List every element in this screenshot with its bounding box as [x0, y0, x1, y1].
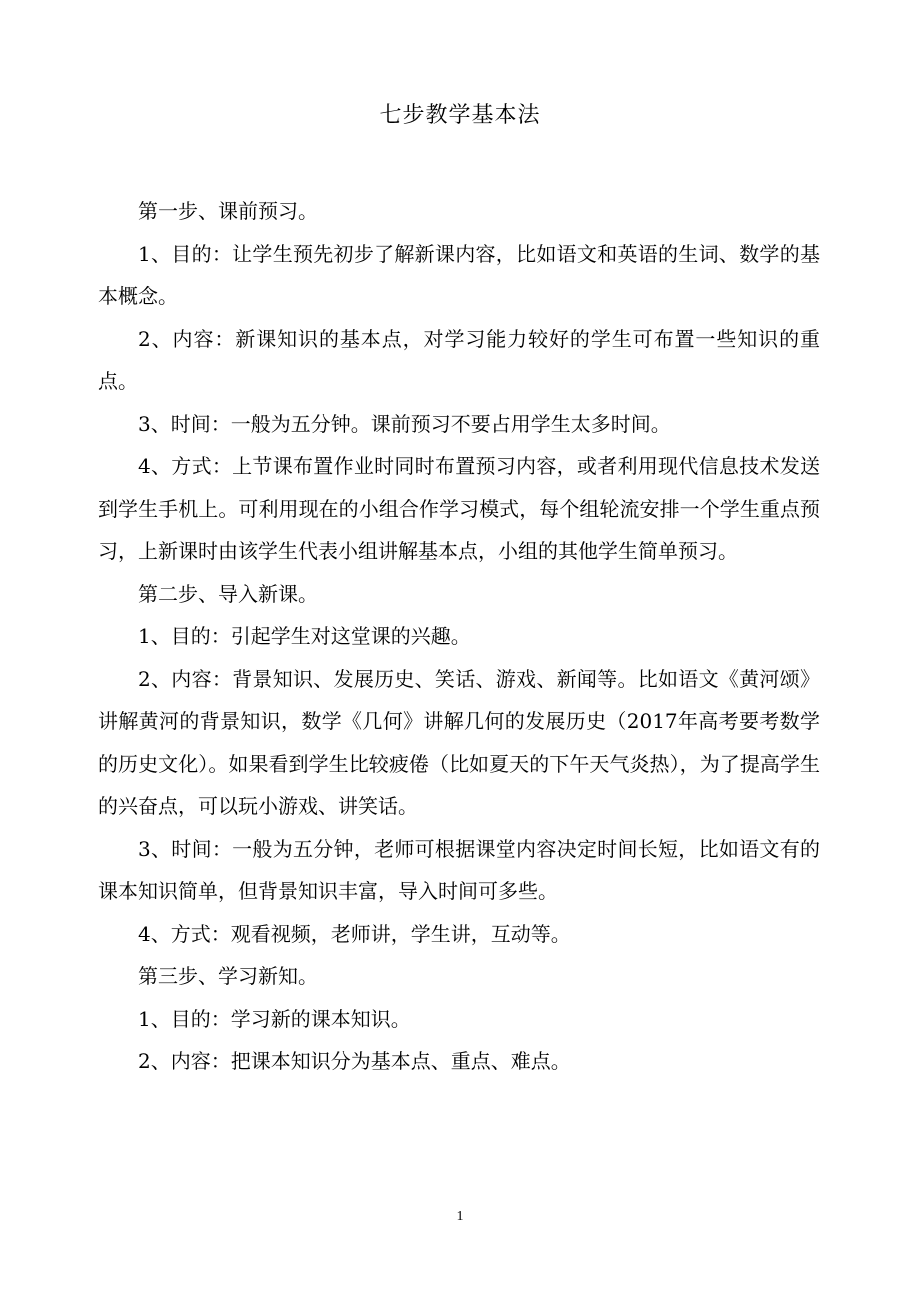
paragraph-step3-purpose: 1、目的：学习新的课本知识。 [138, 1006, 411, 1031]
paragraph-step2-purpose: 1、目的：引起学生对这堂课的兴趣。 [138, 624, 471, 648]
paragraph-step3-content: 2、内容：把课本知识分为基本点、重点、难点。 [138, 1049, 571, 1073]
section-heading-step-2: 第二步、导入新课。 [138, 581, 318, 606]
page-number: 1 [456, 1209, 464, 1224]
paragraph-step1-time: 3、时间：一般为五分钟。课前预习不要占用学生太多时间。 [138, 411, 671, 436]
document-title: 七步教学基本法 [379, 103, 541, 128]
section-heading-step-3: 第三步、学习新知。 [138, 964, 318, 988]
paragraph-step2-content: 2、内容：背景知识、发展历史、笑话、游戏、新闻等。比如语文《黄河颂》讲解黄河的背景知识，数学《几何》讲解几何的发展历史（2017年高考要考数学的历史文化）。如果看到学生比较疲倦（比如夏天的下午天气炎热），为了提高学生的兴奋点，可以玩小游戏、讲笑话。 [98, 666, 820, 818]
paragraph-step2-method: 4、方式：观看视频，老师讲，学生讲，互动等。 [138, 921, 571, 946]
paragraph-step1-content: 2、内容：新课知识的基本点，对学习能力较好的学生可布置一些知识的重点。 [98, 326, 820, 393]
section-heading-step-1: 第一步、课前预习。 [138, 199, 318, 223]
paragraph-step2-time: 3、时间：一般为五分钟，老师可根据课堂内容决定时间长短，比如语文有的课本知识简单，但背景知识丰富，导入时间可多些。 [98, 836, 820, 903]
paragraph-step1-method: 4、方式：上节课布置作业时同时布置预习内容，或者利用现代信息技术发送到学生手机上。可利用现在的小组合作学习模式，每个组轮流安排一个学生重点预习，上新课时由该学生代表小组讲解基本点，小组的其他学生简单预习。 [98, 454, 820, 563]
document-body [98, 190, 820, 1083]
paragraph-step1-purpose: 1、目的：让学生预先初步了解新课内容，比如语文和英语的生词、数学的基本概念。 [98, 241, 820, 308]
